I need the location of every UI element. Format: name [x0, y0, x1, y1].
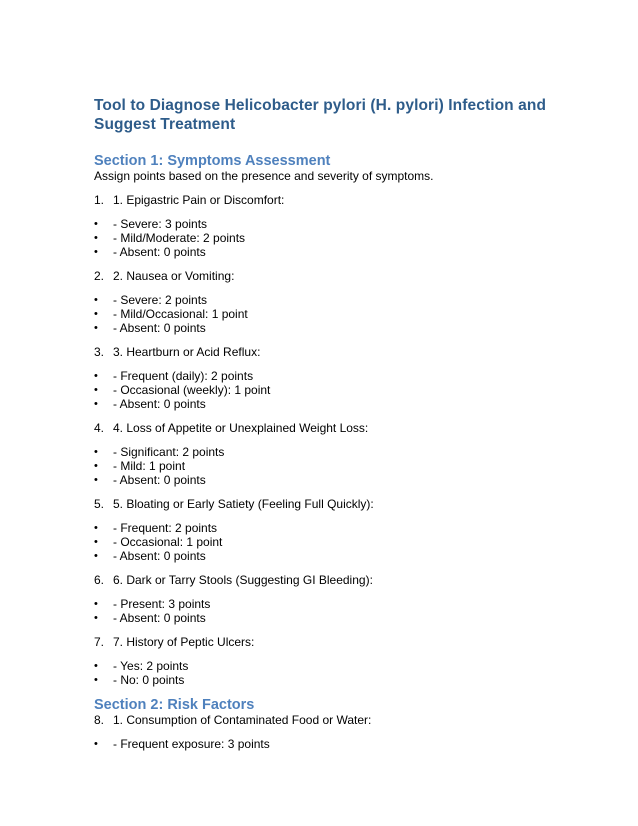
- item-number: 5.: [94, 497, 105, 511]
- bullet-icon: •: [94, 738, 98, 750]
- bullet-icon: •: [94, 370, 98, 382]
- numbered-item: [94, 713, 564, 727]
- option-text: - Absent: 0 points: [113, 397, 206, 411]
- item-label: 2. Nausea or Vomiting:: [113, 269, 235, 283]
- option-text: - Yes: 2 points: [113, 659, 189, 673]
- numbered-item: [94, 497, 564, 511]
- bullet-icon: •: [94, 460, 98, 472]
- item-number: 8.: [94, 713, 105, 727]
- option-text: - Absent: 0 points: [113, 611, 206, 625]
- bullet-icon: •: [94, 660, 98, 672]
- section-2-heading: Section 2: Risk Factors: [94, 697, 255, 713]
- section-2-items: [94, 713, 564, 751]
- bullet-icon: •: [94, 474, 98, 486]
- option-item: [94, 245, 564, 259]
- item-number: 1.: [94, 193, 105, 207]
- item-label: 1. Epigastric Pain or Discomfort:: [113, 193, 285, 207]
- option-item: [94, 293, 564, 307]
- bullet-icon: •: [94, 294, 98, 306]
- option-list: [94, 293, 564, 335]
- bullet-icon: •: [94, 536, 98, 548]
- option-item: [94, 611, 564, 625]
- option-text: - No: 0 points: [113, 673, 185, 687]
- bullet-icon: •: [94, 218, 98, 230]
- document-page: [94, 96, 564, 761]
- item-label: 7. History of Peptic Ulcers:: [113, 635, 255, 649]
- numbered-item: [94, 269, 564, 283]
- numbered-item: [94, 421, 564, 435]
- section-1: [94, 153, 564, 687]
- option-list: [94, 737, 564, 751]
- option-text: - Severe: 3 points: [113, 217, 208, 231]
- option-text: - Absent: 0 points: [113, 245, 206, 259]
- option-text: - Absent: 0 points: [113, 321, 206, 335]
- option-item: [94, 473, 564, 487]
- option-list: [94, 521, 564, 563]
- option-list: [94, 659, 564, 687]
- item-label: 3. Heartburn or Acid Reflux:: [113, 345, 261, 359]
- option-list: [94, 597, 564, 625]
- bullet-icon: •: [94, 398, 98, 410]
- option-item: [94, 445, 564, 459]
- option-item: [94, 321, 564, 335]
- numbered-item: [94, 345, 564, 359]
- option-text: - Present: 3 points: [113, 597, 211, 611]
- section-1-heading: Section 1: Symptoms Assessment: [94, 153, 331, 169]
- option-item: [94, 737, 564, 751]
- option-text: - Mild/Occasional: 1 point: [113, 307, 248, 321]
- bullet-icon: •: [94, 522, 98, 534]
- option-item: [94, 307, 564, 321]
- option-item: [94, 397, 564, 411]
- option-text: - Frequent: 2 points: [113, 521, 218, 535]
- document-title: Tool to Diagnose Helicobacter pylori (H. pylori) Infection and Suggest Treatment: [94, 97, 547, 133]
- option-list: [94, 369, 564, 411]
- option-item: [94, 521, 564, 535]
- option-list: [94, 445, 564, 487]
- option-item: [94, 535, 564, 549]
- bullet-icon: •: [94, 322, 98, 334]
- section-2: [94, 697, 564, 751]
- option-text: - Mild: 1 point: [113, 459, 186, 473]
- item-number: 6.: [94, 573, 105, 587]
- section-1-items: [94, 193, 564, 687]
- option-item: [94, 659, 564, 673]
- item-label: 5. Bloating or Early Satiety (Feeling Full Quickly):: [113, 497, 374, 511]
- bullet-icon: •: [94, 674, 98, 686]
- item-number: 2.: [94, 269, 105, 283]
- item-number: 7.: [94, 635, 105, 649]
- bullet-icon: •: [94, 384, 98, 396]
- option-item: [94, 549, 564, 563]
- option-text: - Frequent (daily): 2 points: [113, 369, 254, 383]
- option-text: - Absent: 0 points: [113, 549, 206, 563]
- option-text: - Significant: 2 points: [113, 445, 225, 459]
- bullet-icon: •: [94, 308, 98, 320]
- option-text: - Severe: 2 points: [113, 293, 208, 307]
- option-item: [94, 673, 564, 687]
- bullet-icon: •: [94, 446, 98, 458]
- option-item: [94, 597, 564, 611]
- bullet-icon: •: [94, 598, 98, 610]
- bullet-icon: •: [94, 246, 98, 258]
- numbered-item: [94, 635, 564, 649]
- section-1-intro: Assign points based on the presence and severity of symptoms.: [94, 169, 434, 183]
- bullet-icon: •: [94, 232, 98, 244]
- option-item: [94, 383, 564, 397]
- item-number: 3.: [94, 345, 105, 359]
- numbered-item: [94, 193, 564, 207]
- option-text: - Mild/Moderate: 2 points: [113, 231, 246, 245]
- bullet-icon: •: [94, 550, 98, 562]
- item-label: 1. Consumption of Contaminated Food or Water:: [113, 713, 372, 727]
- option-text: - Occasional (weekly): 1 point: [113, 383, 271, 397]
- option-text: - Absent: 0 points: [113, 473, 206, 487]
- bullet-icon: •: [94, 612, 98, 624]
- item-label: 6. Dark or Tarry Stools (Suggesting GI Bleeding):: [113, 573, 373, 587]
- option-item: [94, 459, 564, 473]
- item-number: 4.: [94, 421, 105, 435]
- numbered-item: [94, 573, 564, 587]
- option-item: [94, 231, 564, 245]
- option-text: - Occasional: 1 point: [113, 535, 223, 549]
- item-label: 4. Loss of Appetite or Unexplained Weight Loss:: [113, 421, 369, 435]
- option-list: [94, 217, 564, 259]
- option-item: [94, 369, 564, 383]
- option-text: - Frequent exposure: 3 points: [113, 737, 270, 751]
- option-item: [94, 217, 564, 231]
